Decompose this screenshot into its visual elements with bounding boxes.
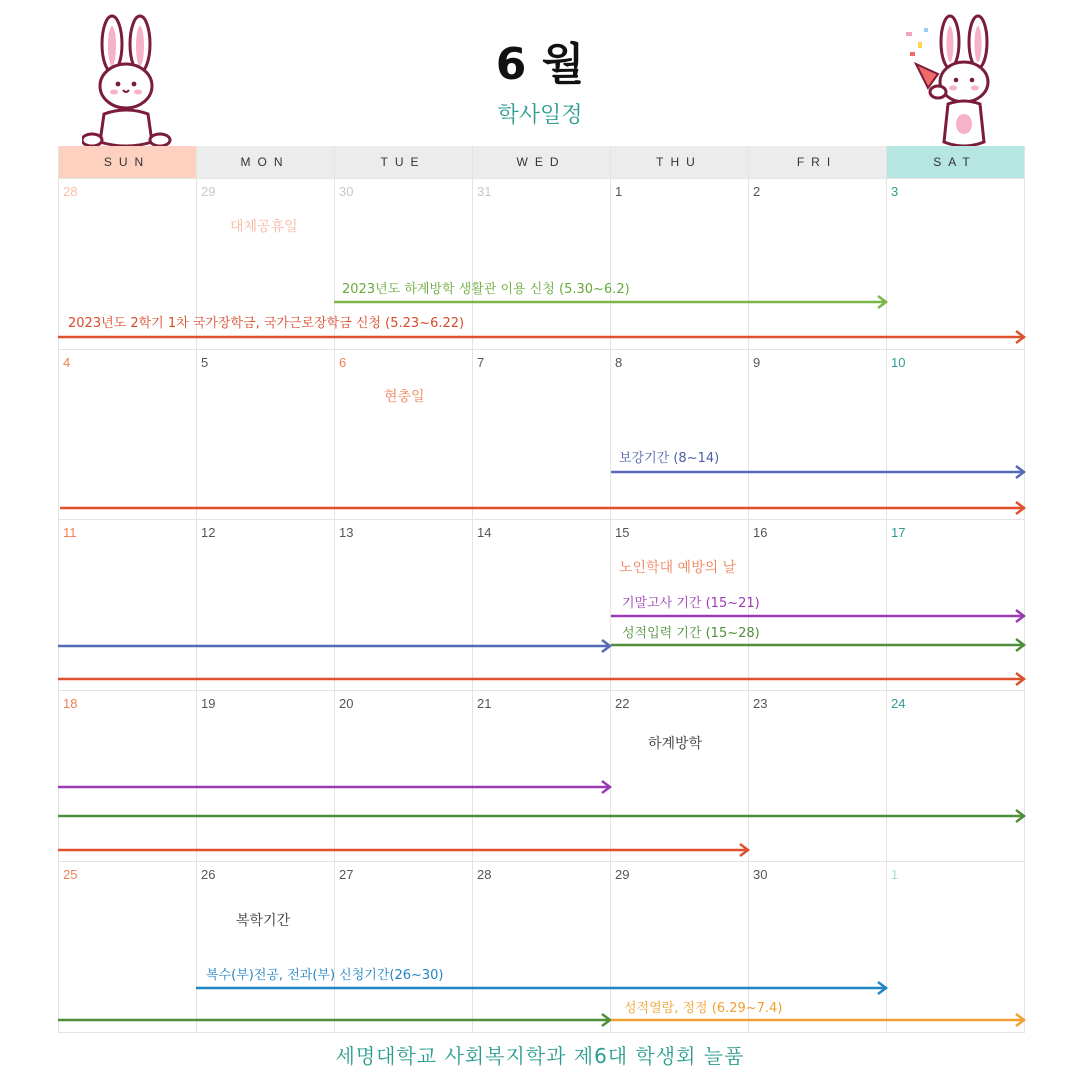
day-number: 27 <box>339 867 354 882</box>
event-elder-abuse-day: 노인학대 예방의 날 <box>619 560 737 576</box>
weekday-header-fri: FRI <box>748 146 886 178</box>
day-number: 29 <box>615 867 630 882</box>
day-number: 22 <box>615 696 630 711</box>
day-number: 18 <box>63 696 78 711</box>
month-title: 6 월 <box>495 39 585 90</box>
day-number: 12 <box>201 525 216 540</box>
event-makeup-period: 보강기간 (8~14) <box>619 451 720 466</box>
day-number: 30 <box>753 867 768 882</box>
day-number: 1 <box>615 184 623 199</box>
day-number: 26 <box>201 867 216 882</box>
weekday-header-tue: TUE <box>334 146 472 178</box>
footer-credit: 세명대학교 사회복지학과 제6대 학생회 늘품 <box>335 1044 745 1068</box>
day-number: 1 <box>891 867 899 882</box>
day-number: 11 <box>63 525 77 540</box>
day-number: 5 <box>201 355 209 370</box>
calendar-subtitle: 학사일정 <box>497 103 583 128</box>
day-number: 14 <box>477 525 492 540</box>
event-grade-review: 성적열람, 정정 (6.29~7.4) <box>624 1001 783 1016</box>
day-number: 28 <box>477 867 492 882</box>
weekday-header-sat: SAT <box>886 146 1024 178</box>
event-summer-break: 하계방학 <box>648 736 703 752</box>
day-number: 4 <box>63 355 71 370</box>
weekday-header-thu: THU <box>610 146 748 178</box>
day-number: 7 <box>477 355 485 370</box>
day-number: 9 <box>753 355 761 370</box>
day-number: 16 <box>753 525 768 540</box>
day-number: 13 <box>339 525 354 540</box>
day-number: 24 <box>891 696 906 711</box>
day-number: 15 <box>615 525 630 540</box>
event-dorm-application: 2023년도 하계방학 생활관 이용 신청 (5.30~6.2) <box>342 282 630 297</box>
event-final-exam-period: 기말고사 기간 (15~21) <box>622 596 760 611</box>
weekday-header-sun: SUN <box>58 146 196 178</box>
day-number: 21 <box>477 696 492 711</box>
day-number: 17 <box>891 525 906 540</box>
day-number: 20 <box>339 696 354 711</box>
day-number: 28 <box>63 184 78 199</box>
day-number: 8 <box>615 355 623 370</box>
day-number: 30 <box>339 184 354 199</box>
day-number: 25 <box>63 867 78 882</box>
event-double-major-application: 복수(부)전공, 전과(부) 신청기간(26~30) <box>206 968 444 983</box>
event-grade-entry-period: 성적입력 기간 (15~28) <box>622 626 760 641</box>
day-number: 23 <box>753 696 768 711</box>
day-number: 3 <box>891 184 899 199</box>
day-number: 2 <box>753 184 761 199</box>
day-number: 10 <box>891 355 906 370</box>
event-substitute-holiday: 대체공휴일 <box>230 219 298 235</box>
weekday-header-mon: MON <box>196 146 334 178</box>
day-number: 31 <box>477 184 492 199</box>
day-number: 6 <box>339 355 347 370</box>
event-return-period: 복학기간 <box>236 913 291 929</box>
event-scholarship-application: 2023년도 2학기 1차 국가장학금, 국가근로장학금 신청 (5.23~6.22) <box>68 316 465 331</box>
day-number: 19 <box>201 696 216 711</box>
day-number: 29 <box>201 184 216 199</box>
weekday-header-wed: WED <box>472 146 610 178</box>
event-memorial-day: 현충일 <box>384 389 425 405</box>
